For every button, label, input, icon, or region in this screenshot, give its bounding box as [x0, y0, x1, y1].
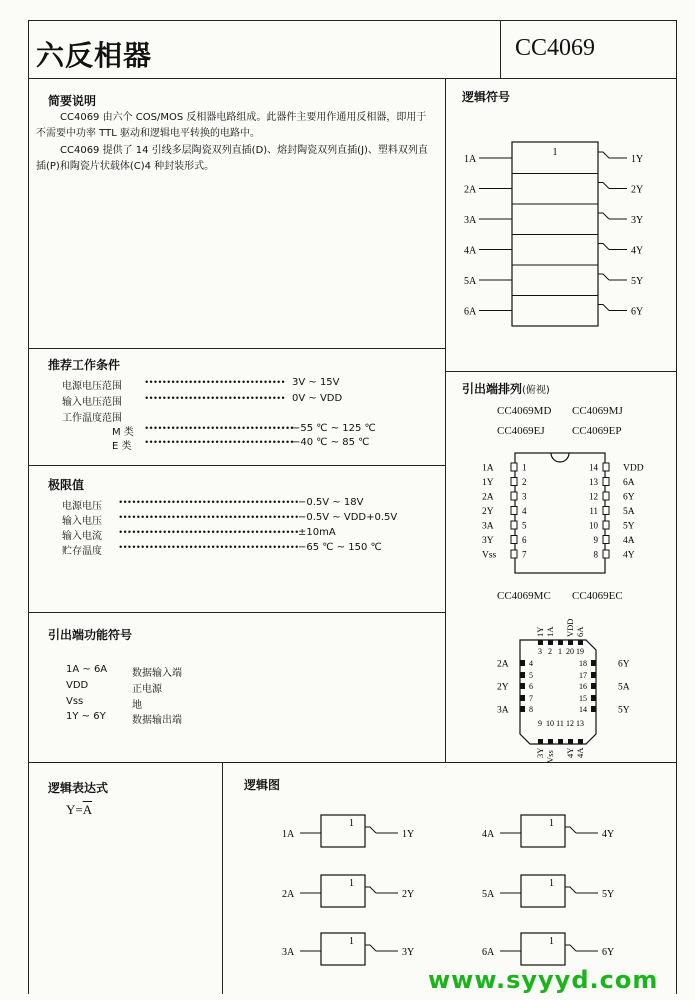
pin-name: 2A — [482, 492, 494, 503]
leader-dots: ••••••••••••••••••••••••••••••••••••••••• — [118, 498, 299, 508]
gate-output-label: 4Y — [602, 829, 615, 840]
chip-carrier-package — [445, 610, 676, 770]
pinfunc-heading: 引出端功能符号 — [48, 628, 133, 642]
rec-temp-m-label: M 类 — [112, 427, 134, 438]
pin-number: 2 — [522, 477, 527, 487]
pinfunc-desc-3: 地 — [132, 700, 142, 711]
chip-model-1: CC4069MC — [497, 590, 551, 602]
pin-name: 6Y — [618, 659, 630, 670]
pin-number: 7 — [529, 694, 533, 703]
logic-expression — [66, 802, 92, 818]
gate-label: 1 — [552, 147, 558, 158]
logic-symbol — [445, 100, 676, 380]
pin-pad — [603, 507, 609, 515]
limit-row-3-label: 输入电流 — [62, 531, 102, 542]
pin-number: 14 — [579, 705, 587, 714]
inverter-gate — [282, 815, 414, 847]
expr-rhs: $\overline{A}$ — [82, 802, 93, 817]
pin-pad — [578, 739, 583, 744]
dip-model-2: CC4069MJ — [572, 405, 623, 417]
pin-pad — [578, 640, 583, 645]
pin-number: 9 — [593, 535, 598, 545]
pin-number: 8 — [593, 549, 598, 560]
gate-label: 1 — [349, 878, 354, 889]
divider-limits — [28, 465, 445, 466]
rec-row-1-value: 3V ~ 15V — [292, 377, 340, 388]
dip-package — [445, 450, 676, 580]
logic-diagram — [226, 795, 676, 995]
pin-number: 4 — [529, 659, 533, 668]
output-indicator — [598, 183, 609, 189]
pin-number: 5 — [522, 520, 527, 531]
gate-box — [321, 815, 365, 847]
pin-name: Vss — [482, 550, 497, 561]
output-indicator — [598, 213, 609, 219]
pin-pad — [568, 739, 573, 744]
limit-row-3-value: ±10mA — [298, 527, 336, 538]
diagram-heading: 逻辑图 — [244, 778, 281, 792]
pin-number: 2 — [548, 647, 552, 656]
frame-header-bottom — [28, 78, 676, 79]
limits-heading: 极限值 — [48, 478, 85, 492]
limit-row-2-label: 输入电压 — [62, 516, 102, 527]
logic-symbol-heading: 逻辑符号 — [462, 90, 511, 104]
divider-recommended — [28, 348, 445, 349]
pinfunc-sym-1: 1A ~ 6A — [66, 664, 108, 675]
gate-box — [521, 875, 565, 907]
pin-name: VDD — [623, 463, 644, 474]
rec-row-1-label: 电源电压范围 — [62, 381, 122, 392]
output-label: 6Y — [631, 306, 644, 318]
gate-output-label: 3Y — [402, 947, 415, 958]
inverter-gate — [282, 933, 414, 965]
pin-pad — [520, 672, 525, 678]
pin-number: 9 — [538, 719, 542, 728]
pin-pad — [538, 640, 543, 645]
leader-dots: •••••••••••••••••••••••••••••••••• — [144, 424, 294, 434]
inverter-gate — [282, 875, 414, 907]
pinfunc-sym-2: VDD — [66, 680, 89, 691]
pin-pad — [511, 478, 517, 486]
chip-bottom-label: 3Y — [535, 747, 545, 758]
pin-number: 13 — [576, 719, 584, 728]
pin-number: 12 — [566, 719, 574, 728]
inverter-gate — [482, 933, 614, 965]
dip-model-1: CC4069MD — [497, 405, 552, 417]
pin-pad — [591, 695, 596, 701]
pin-number: 5 — [529, 671, 533, 680]
output-label: 2Y — [631, 184, 644, 196]
pin-number: 13 — [589, 477, 598, 487]
chip-model-2: CC4069EC — [572, 590, 623, 602]
leader-dots: ••••••••••••••••••••••••••••••••••••••••• — [118, 528, 299, 538]
output-indicator — [365, 887, 376, 893]
pin-number: 14 — [589, 462, 598, 473]
pin-pad — [603, 536, 609, 544]
pin-pad — [603, 478, 609, 486]
chip-top-label: VDD — [565, 618, 575, 637]
pin-pad — [568, 640, 573, 645]
output-indicator — [598, 274, 609, 280]
page-title: 六反相器 — [36, 39, 153, 72]
inverter-gate — [482, 875, 614, 907]
rec-temp-e-label: E 类 — [112, 441, 132, 452]
pin-name: 2A — [497, 659, 509, 670]
pin-number: 6 — [529, 682, 533, 691]
input-label: 3A — [464, 215, 477, 226]
leader-dots: •••••••••••••••••••••••••••••••• — [144, 394, 285, 404]
pin-number: 10 — [589, 520, 598, 531]
gate-input-label: 4A — [482, 829, 495, 840]
input-label: 1A — [464, 154, 477, 165]
pin-pad — [591, 660, 596, 666]
pin-pad — [591, 683, 596, 689]
divider-pinfunc — [28, 612, 445, 613]
recommended-heading: 推荐工作条件 — [48, 358, 121, 372]
expr-heading: 逻辑表达式 — [48, 781, 109, 795]
pin-pad — [603, 463, 609, 471]
pin-number: 8 — [529, 705, 533, 714]
pin-name: 1A — [482, 463, 494, 474]
chip-top-label: 1A — [545, 626, 555, 637]
limit-row-1-label: 电源电压 — [62, 501, 102, 512]
rec-row-2-value: 0V ~ VDD — [292, 393, 343, 404]
pin-name: 5Y — [623, 521, 635, 532]
output-indicator — [565, 945, 576, 951]
gate-label: 1 — [549, 936, 554, 947]
frame-left — [28, 20, 29, 994]
limit-row-4-label: 贮存温度 — [62, 546, 102, 557]
input-label: 6A — [464, 306, 477, 318]
pin-name: 5A — [623, 507, 635, 517]
dip-model-3: CC4069EJ — [497, 425, 545, 437]
pin-name: 3A — [497, 705, 509, 716]
limit-row-4-value: −65 ℃ ~ 150 ℃ — [298, 542, 382, 553]
leader-dots: ••••••••••••••••••••••••••••••••••••••••• — [118, 543, 299, 553]
gate-label: 1 — [549, 878, 554, 889]
pin-pad — [511, 463, 517, 471]
pin-number: 6 — [522, 535, 527, 545]
frame-top — [28, 20, 676, 21]
limit-row-1-value: −0.5V ~ 18V — [298, 497, 364, 508]
chip-bottom-label: 4Y — [565, 747, 575, 758]
pin-number: 1 — [558, 647, 562, 656]
part-number: CC4069 — [515, 35, 596, 61]
pin-number: 11 — [589, 506, 598, 516]
pin-pad — [538, 739, 543, 744]
pin-pad — [603, 492, 609, 500]
pin-pad — [511, 492, 517, 500]
pin-pad — [520, 683, 525, 689]
gate-box — [321, 875, 365, 907]
expr-lhs: Y= — [66, 802, 83, 817]
gate-box — [321, 933, 365, 965]
gate-input-label: 1A — [282, 829, 295, 840]
pin-pad — [511, 536, 517, 544]
leader-dots: •••••••••••••••••••••••••••••••••• — [144, 438, 294, 448]
pin-number: 3 — [522, 491, 527, 502]
input-label: 5A — [464, 276, 477, 287]
pin-pad — [548, 739, 553, 744]
summary-para1: CC4069 由六个 COS/MOS 反相器电路组成。此器件主要用作通用反相器，即用于不需要中功率 TTL 驱动和逻辑电平转换的电路中。 — [36, 112, 427, 139]
pinout-heading-text: 引出端排列 — [462, 382, 523, 396]
pin-name: 3A — [482, 521, 494, 532]
pin-pad — [520, 706, 525, 712]
divider-expr — [222, 762, 223, 994]
chip-bottom-label: 4A — [575, 747, 585, 758]
pin-number: 10 — [546, 719, 554, 728]
limit-row-2-value: −0.5V ~ VDD+0.5V — [298, 512, 398, 523]
rec-temp-m-value: −55 ℃ ~ 125 ℃ — [292, 423, 376, 434]
gate-input-label: 6A — [482, 947, 495, 958]
gate-output-label: 5Y — [602, 889, 615, 900]
output-indicator — [598, 244, 609, 250]
pin-number: 11 — [556, 719, 564, 728]
gate-input-label: 5A — [482, 889, 495, 900]
gate-box — [521, 933, 565, 965]
chip-top-label: 1Y — [535, 626, 545, 637]
gate-label: 1 — [549, 818, 554, 829]
output-label: 3Y — [631, 215, 644, 226]
pin-pad — [511, 521, 517, 529]
gate-label: 1 — [349, 818, 354, 829]
pinfunc-desc-4: 数据输出端 — [132, 715, 182, 726]
pinfunc-sym-4: 1Y ~ 6Y — [66, 711, 106, 722]
output-indicator — [598, 152, 609, 158]
pin-number: 17 — [579, 671, 587, 680]
gate-output-label: 2Y — [402, 889, 415, 900]
pin-pad — [511, 550, 517, 558]
rec-temp-label: 工作温度范围 — [62, 413, 122, 424]
chip-top-label: 6A — [575, 626, 585, 637]
output-label: 5Y — [631, 276, 644, 287]
pinout-heading-note: (俯视) — [522, 385, 550, 396]
pinfunc-sym-3: Vss — [66, 696, 84, 707]
output-indicator — [365, 827, 376, 833]
output-indicator — [565, 887, 576, 893]
pinfunc-desc-1: 数据输入端 — [132, 668, 182, 679]
gate-output-label: 1Y — [402, 829, 415, 840]
pin-pad — [558, 739, 563, 744]
rec-temp-e-value: −40 ℃ ~ 85 ℃ — [292, 437, 370, 448]
input-label: 2A — [464, 184, 477, 196]
leader-dots: ••••••••••••••••••••••••••••••••••••••••• — [118, 513, 299, 523]
pin-pad — [558, 640, 563, 645]
output-label: 4Y — [631, 245, 644, 257]
gate-box — [521, 815, 565, 847]
pin-pad — [520, 695, 525, 701]
frame-right — [676, 20, 677, 994]
header-divider — [500, 20, 501, 78]
output-indicator — [365, 945, 376, 951]
input-label: 4A — [464, 245, 477, 257]
watermark: www.syyyd.com — [428, 966, 659, 994]
pin-name: 3Y — [482, 536, 494, 546]
pin-name: 5Y — [618, 705, 630, 716]
pin-number: 15 — [579, 694, 587, 703]
pin-number: 12 — [589, 491, 598, 502]
output-label: 1Y — [631, 154, 644, 165]
chip-bottom-label: Vss — [545, 750, 555, 763]
inverter-gate — [482, 815, 614, 847]
pin-number: 20 — [566, 647, 574, 656]
pin-name: 6A — [623, 478, 635, 488]
pin-number: 3 — [538, 647, 542, 656]
pin-name: 5A — [618, 682, 630, 693]
pin-number: 16 — [579, 682, 587, 691]
summary-para2: CC4069 提供了 14 引线多层陶瓷双列直插(D)、熔封陶瓷双列直插(J)、塑料双列直插(P)和陶瓷片状载体(C)4 种封装形式。 — [36, 145, 428, 172]
pin-pad — [548, 640, 553, 645]
pin-pad — [603, 521, 609, 529]
pin-pad — [520, 660, 525, 666]
pin-name: 4Y — [623, 550, 635, 561]
pin-number: 4 — [522, 506, 527, 516]
pin-number: 7 — [522, 549, 527, 560]
rec-row-2-label: 输入电压范围 — [62, 397, 122, 408]
summary-heading: 简要说明 — [48, 94, 97, 108]
pinout-heading — [462, 380, 550, 397]
pin-pad — [511, 507, 517, 515]
pin-number: 1 — [522, 462, 527, 473]
dip-model-4: CC4069EP — [572, 425, 622, 437]
leader-dots: •••••••••••••••••••••••••••••••• — [144, 378, 285, 388]
output-indicator — [598, 305, 609, 311]
pinfunc-desc-2: 正电源 — [132, 684, 162, 695]
gate-output-label: 6Y — [602, 947, 615, 958]
pin-name: 2Y — [497, 682, 509, 693]
pin-name: 1Y — [482, 478, 494, 488]
gate-input-label: 2A — [282, 889, 295, 900]
pin-number: 19 — [576, 647, 584, 656]
pin-name: 2Y — [482, 507, 494, 517]
pin-name: 6Y — [623, 492, 635, 503]
pin-number: 18 — [579, 659, 587, 668]
output-indicator — [565, 827, 576, 833]
pin-pad — [591, 672, 596, 678]
pin-pad — [591, 706, 596, 712]
gate-label: 1 — [349, 936, 354, 947]
gate-input-label: 3A — [282, 947, 295, 958]
pin-name: 4A — [623, 536, 635, 546]
pin-pad — [603, 550, 609, 558]
